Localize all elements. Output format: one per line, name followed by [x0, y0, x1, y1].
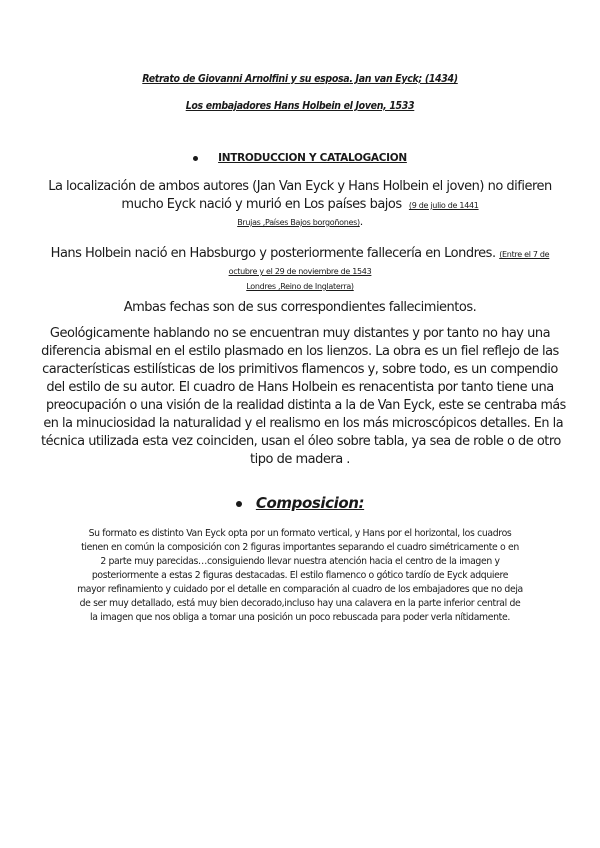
footnote-text: octubre y el 29 de noviembre de 1543 [228, 267, 372, 276]
paragraph-line: técnica utilizada esta vez coinciden, usan el óleo sobre tabla, ya sea de roble o de otro [41, 434, 561, 449]
section-heading-intro-text: INTRODUCCION Y CATALOGACION [218, 152, 407, 164]
paragraph-line [40, 264, 560, 279]
paragraph-line: la imagen que nos obliga a tomar una posición un poco rebuscada para poder verla nítidamente. [90, 612, 510, 623]
section-heading-intro [0, 152, 600, 164]
paragraph-line [40, 196, 560, 215]
paragraph-text: mucho Eyck nació y murió en Los países bajos [121, 197, 402, 212]
paragraph-geology [40, 325, 566, 469]
paragraph-line: 2 parte muy parecidas…consiguiendo llevar nuestra atención hacia el centro de la imagen y [100, 556, 500, 567]
footnote-text: (Entre el 7 de [499, 250, 550, 259]
paragraph-composition [28, 527, 572, 625]
paragraph-line: tienen en común la composición con 2 figuras importantes separando el cuadro simétricamente o en [81, 542, 519, 553]
paragraph-dates-note: Ambas fechas son de sus correspondientes fallecimientos. [123, 300, 477, 315]
paragraph-line [40, 279, 560, 294]
paragraph-line: en la minuciosidad la naturalidad y el realismo en los más microscópicos detalles. En la [43, 416, 564, 431]
paragraph-line: posteriormente a estas 2 figuras destacadas. El estilo flamenco o gótico tardío de Eyck adquiere [91, 570, 509, 581]
paragraph-line: del estilo de su autor. El cuadro de Hans Holbein es renacentista por tanto tiene una [46, 380, 554, 395]
footnote-text: (9 de julio de 1441 [408, 201, 479, 210]
paragraph-line: Su formato es distinto Van Eyck opta por un formato vertical, y Hans por el horizontal, los cuadros [88, 528, 512, 539]
paragraph-line [40, 215, 560, 230]
paragraph-line [40, 245, 560, 264]
paragraph-text: . [359, 215, 363, 228]
paragraph-line: preocupación o una visión de la realidad distinta a la de Van Eyck, este se centraba más [45, 398, 566, 413]
paragraph-line: diferencia abismal en el estilo plasmado en los lienzos. La obra es un fiel reflejo de las [41, 344, 559, 359]
paragraph-authors-location [40, 178, 560, 230]
paragraph-line: tipo de madera . [250, 452, 350, 467]
section-heading-composicion [0, 494, 600, 512]
title-line-1: Retrato de Giovanni Arnolfini y su esposa. Jan van Eyck; (1434) [142, 72, 458, 85]
paragraph-line: Geológicamente hablando no se encuentran muy distantes y por tanto no hay una [49, 326, 551, 341]
title-line-2: Los embajadores Hans Holbein el Joven, 1533 [185, 99, 415, 112]
paragraph-text: Hans Holbein nació en Habsburgo y posteriormente fallecería en Londres. [50, 246, 496, 261]
bullet-icon [193, 156, 198, 161]
paragraph-line: La localización de ambos autores (Jan Van Eyck y Hans Holbein el joven) no difieren [48, 179, 552, 194]
footnote-text: Brujas ,Países Bajos borgoñones) [237, 218, 360, 227]
section-heading-composicion-text: Composicion: [255, 494, 365, 512]
paragraph-line: de ser muy detallado, está muy bien decorado,incluso hay una calavera en la parte inferior central de [79, 598, 521, 609]
paragraph-holbein-birth [40, 245, 560, 294]
footnote-text: Londres ,Reino de Inglaterra) [246, 282, 354, 291]
bullet-icon [236, 501, 242, 507]
paragraph-line: características estilísticas de los primitivos flamencos y, sobre todo, es un compendio [42, 362, 558, 377]
paragraph-line: mayor refinamiento y cuidado por el detalle en comparación al cuadro de los embajadores que no deja [77, 584, 523, 595]
